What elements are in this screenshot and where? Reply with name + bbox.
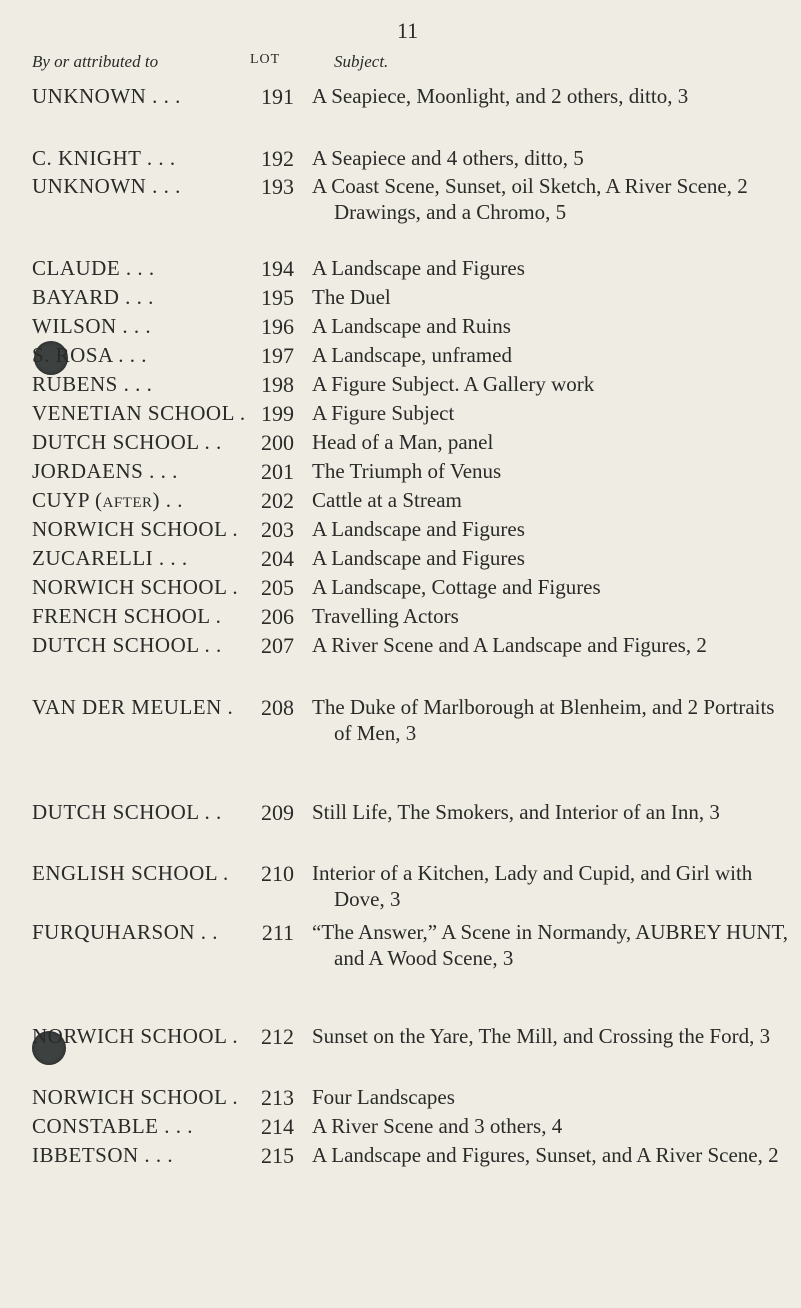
lot-subject: A Figure Subject <box>312 401 455 425</box>
lot-number: 197 <box>261 343 294 368</box>
lot-number: 208 <box>261 695 294 720</box>
lot-number: 200 <box>261 430 294 455</box>
lot-subject: A Landscape and Figures <box>312 546 525 570</box>
lot-number: 194 <box>261 256 294 281</box>
lot-subject: A Landscape, unframed <box>312 343 513 367</box>
lot-number: 198 <box>261 372 294 397</box>
lot-subject: A Seapiece and 4 others, ditto, 5 <box>312 146 584 170</box>
lot-number: 191 <box>261 84 294 109</box>
artist-name: NORWICH SCHOOL . <box>32 517 239 541</box>
lot-subject: The Triumph of Venus <box>312 459 502 483</box>
artist-name: UNKNOWN . . . <box>32 84 181 108</box>
lot-subject: Interior of a Kitchen, Lady and Cupid, and Girl with Dove, 3 <box>312 861 753 911</box>
lot-subject: A Landscape and Figures, Sunset, and A River Scene, 2 <box>312 1143 779 1167</box>
page-number: 11 <box>397 18 419 43</box>
lot-subject: A Landscape and Ruins <box>312 314 511 338</box>
artist-name: NORWICH SCHOOL . <box>32 1085 239 1109</box>
lot-subject: A Coast Scene, Sunset, oil Sketch, A River Scene, 2 Drawings, and a Chromo, 5 <box>312 174 748 224</box>
lot-number: 203 <box>261 517 294 542</box>
artist-name: NORWICH SCHOOL . <box>32 1024 239 1048</box>
lot-number: 193 <box>261 174 294 199</box>
artist-name: DUTCH SCHOOL . . <box>32 430 222 454</box>
artist-name: JORDAENS . . . <box>32 459 178 483</box>
lot-subject: A Seapiece, Moonlight, and 2 others, ditto, 3 <box>312 84 689 108</box>
artist-name: VAN DER MEULEN . <box>32 695 234 719</box>
artist-name: CUYP (after) . . <box>32 488 183 512</box>
column-header-attribution: By or attributed to <box>32 52 159 71</box>
lot-subject: Four Landscapes <box>312 1085 455 1109</box>
lot-number: 214 <box>261 1114 294 1139</box>
lot-number: 201 <box>261 459 294 484</box>
artist-name: VENETIAN SCHOOL . <box>32 401 246 425</box>
lot-subject: “The Answer,” A Scene in Normandy, AUBREY HUNT, and A Wood Scene, 3 <box>312 920 789 970</box>
lot-number: 202 <box>261 488 294 513</box>
artist-name: CLAUDE . . . <box>32 256 155 280</box>
artist-name: CONSTABLE . . . <box>32 1114 193 1138</box>
lot-number: 213 <box>261 1085 294 1110</box>
artist-name: FRENCH SCHOOL . <box>32 604 222 628</box>
artist-name: ENGLISH SCHOOL . <box>32 861 229 885</box>
lot-subject: Still Life, The Smokers, and Interior of an Inn, 3 <box>312 800 720 824</box>
lot-number: 206 <box>261 604 294 629</box>
artist-name: BAYARD . . . <box>32 285 154 309</box>
lot-subject: A Landscape, Cottage and Figures <box>312 575 601 599</box>
lot-number: 215 <box>261 1143 294 1168</box>
artist-name: C. KNIGHT . . . <box>32 146 176 170</box>
lot-number: 204 <box>261 546 294 571</box>
lot-subject: Travelling Actors <box>312 604 459 628</box>
lot-subject: A Landscape and Figures <box>312 517 525 541</box>
lot-number: 212 <box>261 1024 294 1049</box>
artist-name: IBBETSON . . . <box>32 1143 174 1167</box>
lot-number: 209 <box>261 800 294 825</box>
artist-name: DUTCH SCHOOL . . <box>32 633 222 657</box>
lot-number: 207 <box>261 633 294 658</box>
lot-number: 205 <box>261 575 294 600</box>
lot-number: 211 <box>261 920 294 945</box>
lot-number: 196 <box>261 314 294 339</box>
lot-subject: A Figure Subject. A Gallery work <box>312 372 595 396</box>
column-header-lot: LOT <box>250 52 281 67</box>
column-header-subject: Subject. <box>334 52 389 71</box>
lot-subject: A River Scene and 3 others, 4 <box>312 1114 563 1138</box>
artist-name: S. ROSA . . . <box>32 343 148 367</box>
lot-subject: The Duke of Marlborough at Blenheim, and 2 Portraits of Men, 3 <box>312 695 775 745</box>
lot-number: 195 <box>261 285 294 310</box>
lot-subject: Sunset on the Yare, The Mill, and Crossing the Ford, 3 <box>312 1024 771 1048</box>
artist-name: FURQUHARSON . . <box>32 920 219 944</box>
artist-name: RUBENS . . . <box>32 372 153 396</box>
lot-number: 199 <box>261 401 294 426</box>
lot-subject: Head of a Man, panel <box>312 430 494 454</box>
artist-name: DUTCH SCHOOL . . <box>32 800 222 824</box>
artist-name: WILSON . . . <box>32 314 152 338</box>
lot-subject: Cattle at a Stream <box>312 488 462 512</box>
lot-subject: The Duel <box>312 285 391 309</box>
artist-name: UNKNOWN . . . <box>32 174 181 198</box>
lot-number: 192 <box>261 146 294 171</box>
artist-name: ZUCARELLI . . . <box>32 546 188 570</box>
lot-number: 210 <box>261 861 294 886</box>
lot-subject: A River Scene and A Landscape and Figures, 2 <box>312 633 707 657</box>
lot-subject: A Landscape and Figures <box>312 256 525 280</box>
artist-name: NORWICH SCHOOL . <box>32 575 239 599</box>
